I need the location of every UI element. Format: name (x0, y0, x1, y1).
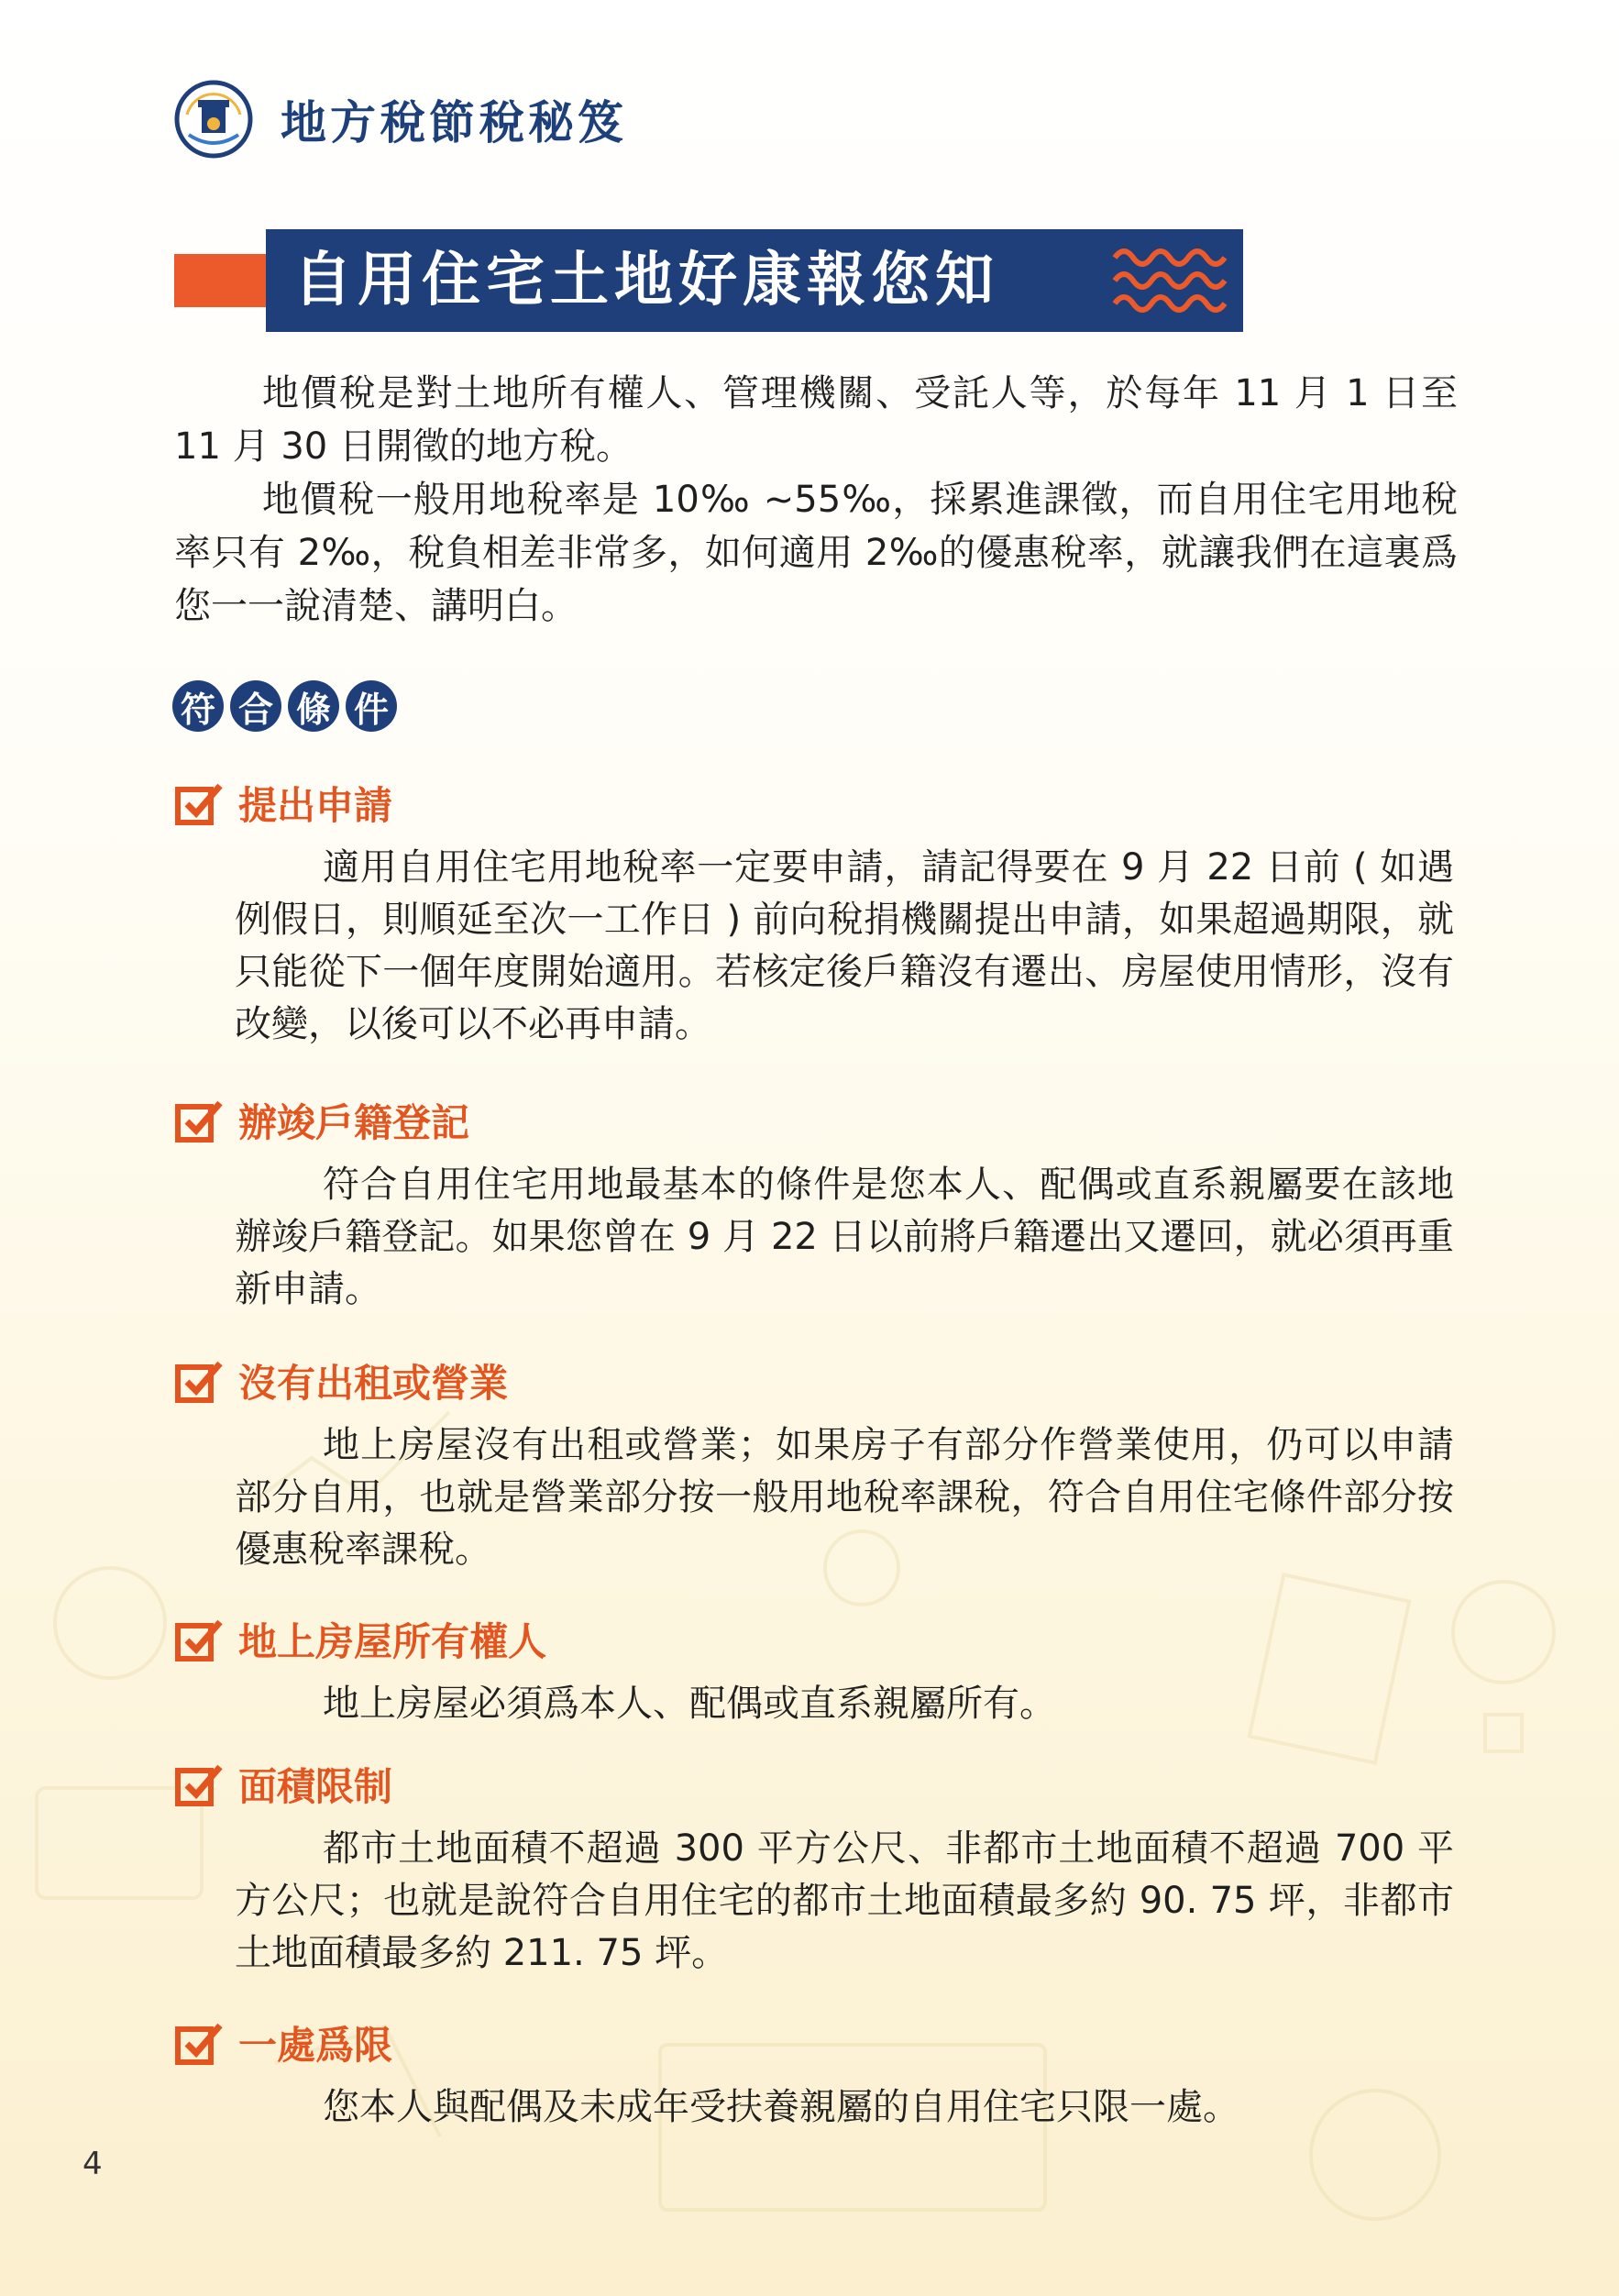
section-title: 沒有出租或營業 (238, 1361, 509, 1406)
section-body: 地上房屋必須爲本人、配偶或直系親屬所有。 (323, 1683, 1056, 1725)
section-heading (174, 2015, 392, 2070)
banner-title: 自用住宅土地好康報您知 (293, 247, 999, 315)
conditions-char: 合 (230, 680, 281, 732)
section-heading (174, 1353, 508, 1408)
section-title: 提出申請 (238, 783, 393, 828)
section-body: 適用自用住宅用地稅率一定要申請，請記得要在 9 月 22 日前 ( 如遇例假日，則順延至次一工作日 ) 前向稅捐機關提出申請，如果超過期限，就只能從下一個年度開始適用。若核定後戶籍沒有遷出、房屋使用情形，沒有改變，以後可以不必再申請。 (235, 846, 1454, 1045)
checkbox-check-icon (174, 1617, 226, 1662)
section-body: 地上房屋沒有出租或營業；如果房子有部分作營業使用，仍可以申請部分自用，也就是營業部分按一般用地稅率課稅，符合自用住宅條件部分按優惠稅率課稅。 (235, 1424, 1454, 1571)
conditions-char: 條 (288, 680, 339, 732)
conditions-label (172, 680, 397, 732)
section-banner (174, 229, 1243, 332)
section-title: 地上房屋所有權人 (238, 1619, 547, 1664)
section-heading (174, 1612, 546, 1667)
conditions-char: 符 (172, 680, 224, 732)
header (174, 73, 627, 165)
keelung-logo (174, 80, 253, 159)
section-body: 都市土地面積不超過 300 平方公尺、非都市土地面積不超過 700 平方公尺；也就是說符合自用住宅的都市土地面積最多約 90. 75 坪，非都市土地面積最多約 211. 75 坪。 (235, 1827, 1454, 1974)
checkbox-check-icon (174, 780, 226, 826)
section-heading (174, 1093, 469, 1148)
section-title: 一處爲限 (238, 2023, 393, 2068)
banner-orange-block (174, 254, 266, 307)
checkbox-check-icon (174, 1761, 226, 1807)
page-number: 4 (83, 2146, 103, 2182)
section-body: 符合自用住宅用地最基本的條件是您本人、配偶或直系親屬要在該地辦竣戶籍登記。如果您曾在 9 月 22 日以前將戶籍遷出又遷回，就必須再重新申請。 (235, 1164, 1454, 1310)
section-body: 您本人與配偶及未成年受扶養親屬的自用住宅只限一處。 (323, 2086, 1239, 2128)
section-title: 面積限制 (238, 1764, 393, 1809)
conditions-char: 件 (346, 680, 397, 732)
section-heading (174, 1757, 392, 1812)
checkbox-check-icon (174, 1098, 226, 1143)
checkbox-check-icon (174, 1358, 226, 1404)
intro-paragraph-1: 地價稅是對土地所有權人、管理機關、受託人等，於每年 11 月 1 日至 11 月 30 日開徵的地方稅。 (174, 372, 1458, 468)
header-title: 地方稅節稅秘笈 (281, 96, 627, 149)
section-title: 辦竣戶籍登記 (238, 1100, 470, 1145)
wave-pattern-icon (1106, 235, 1234, 326)
checkbox-check-icon (174, 2020, 226, 2066)
section-heading (174, 776, 392, 831)
intro-paragraph-2: 地價稅一般用地稅率是 10‰ ~55‰，採累進課徵，而自用住宅用地稅率只有 2‰，稅負相差非常多，如何適用 2‰的優惠稅率，就讓我們在這裏爲您一一說清楚、講明白。 (174, 479, 1458, 627)
